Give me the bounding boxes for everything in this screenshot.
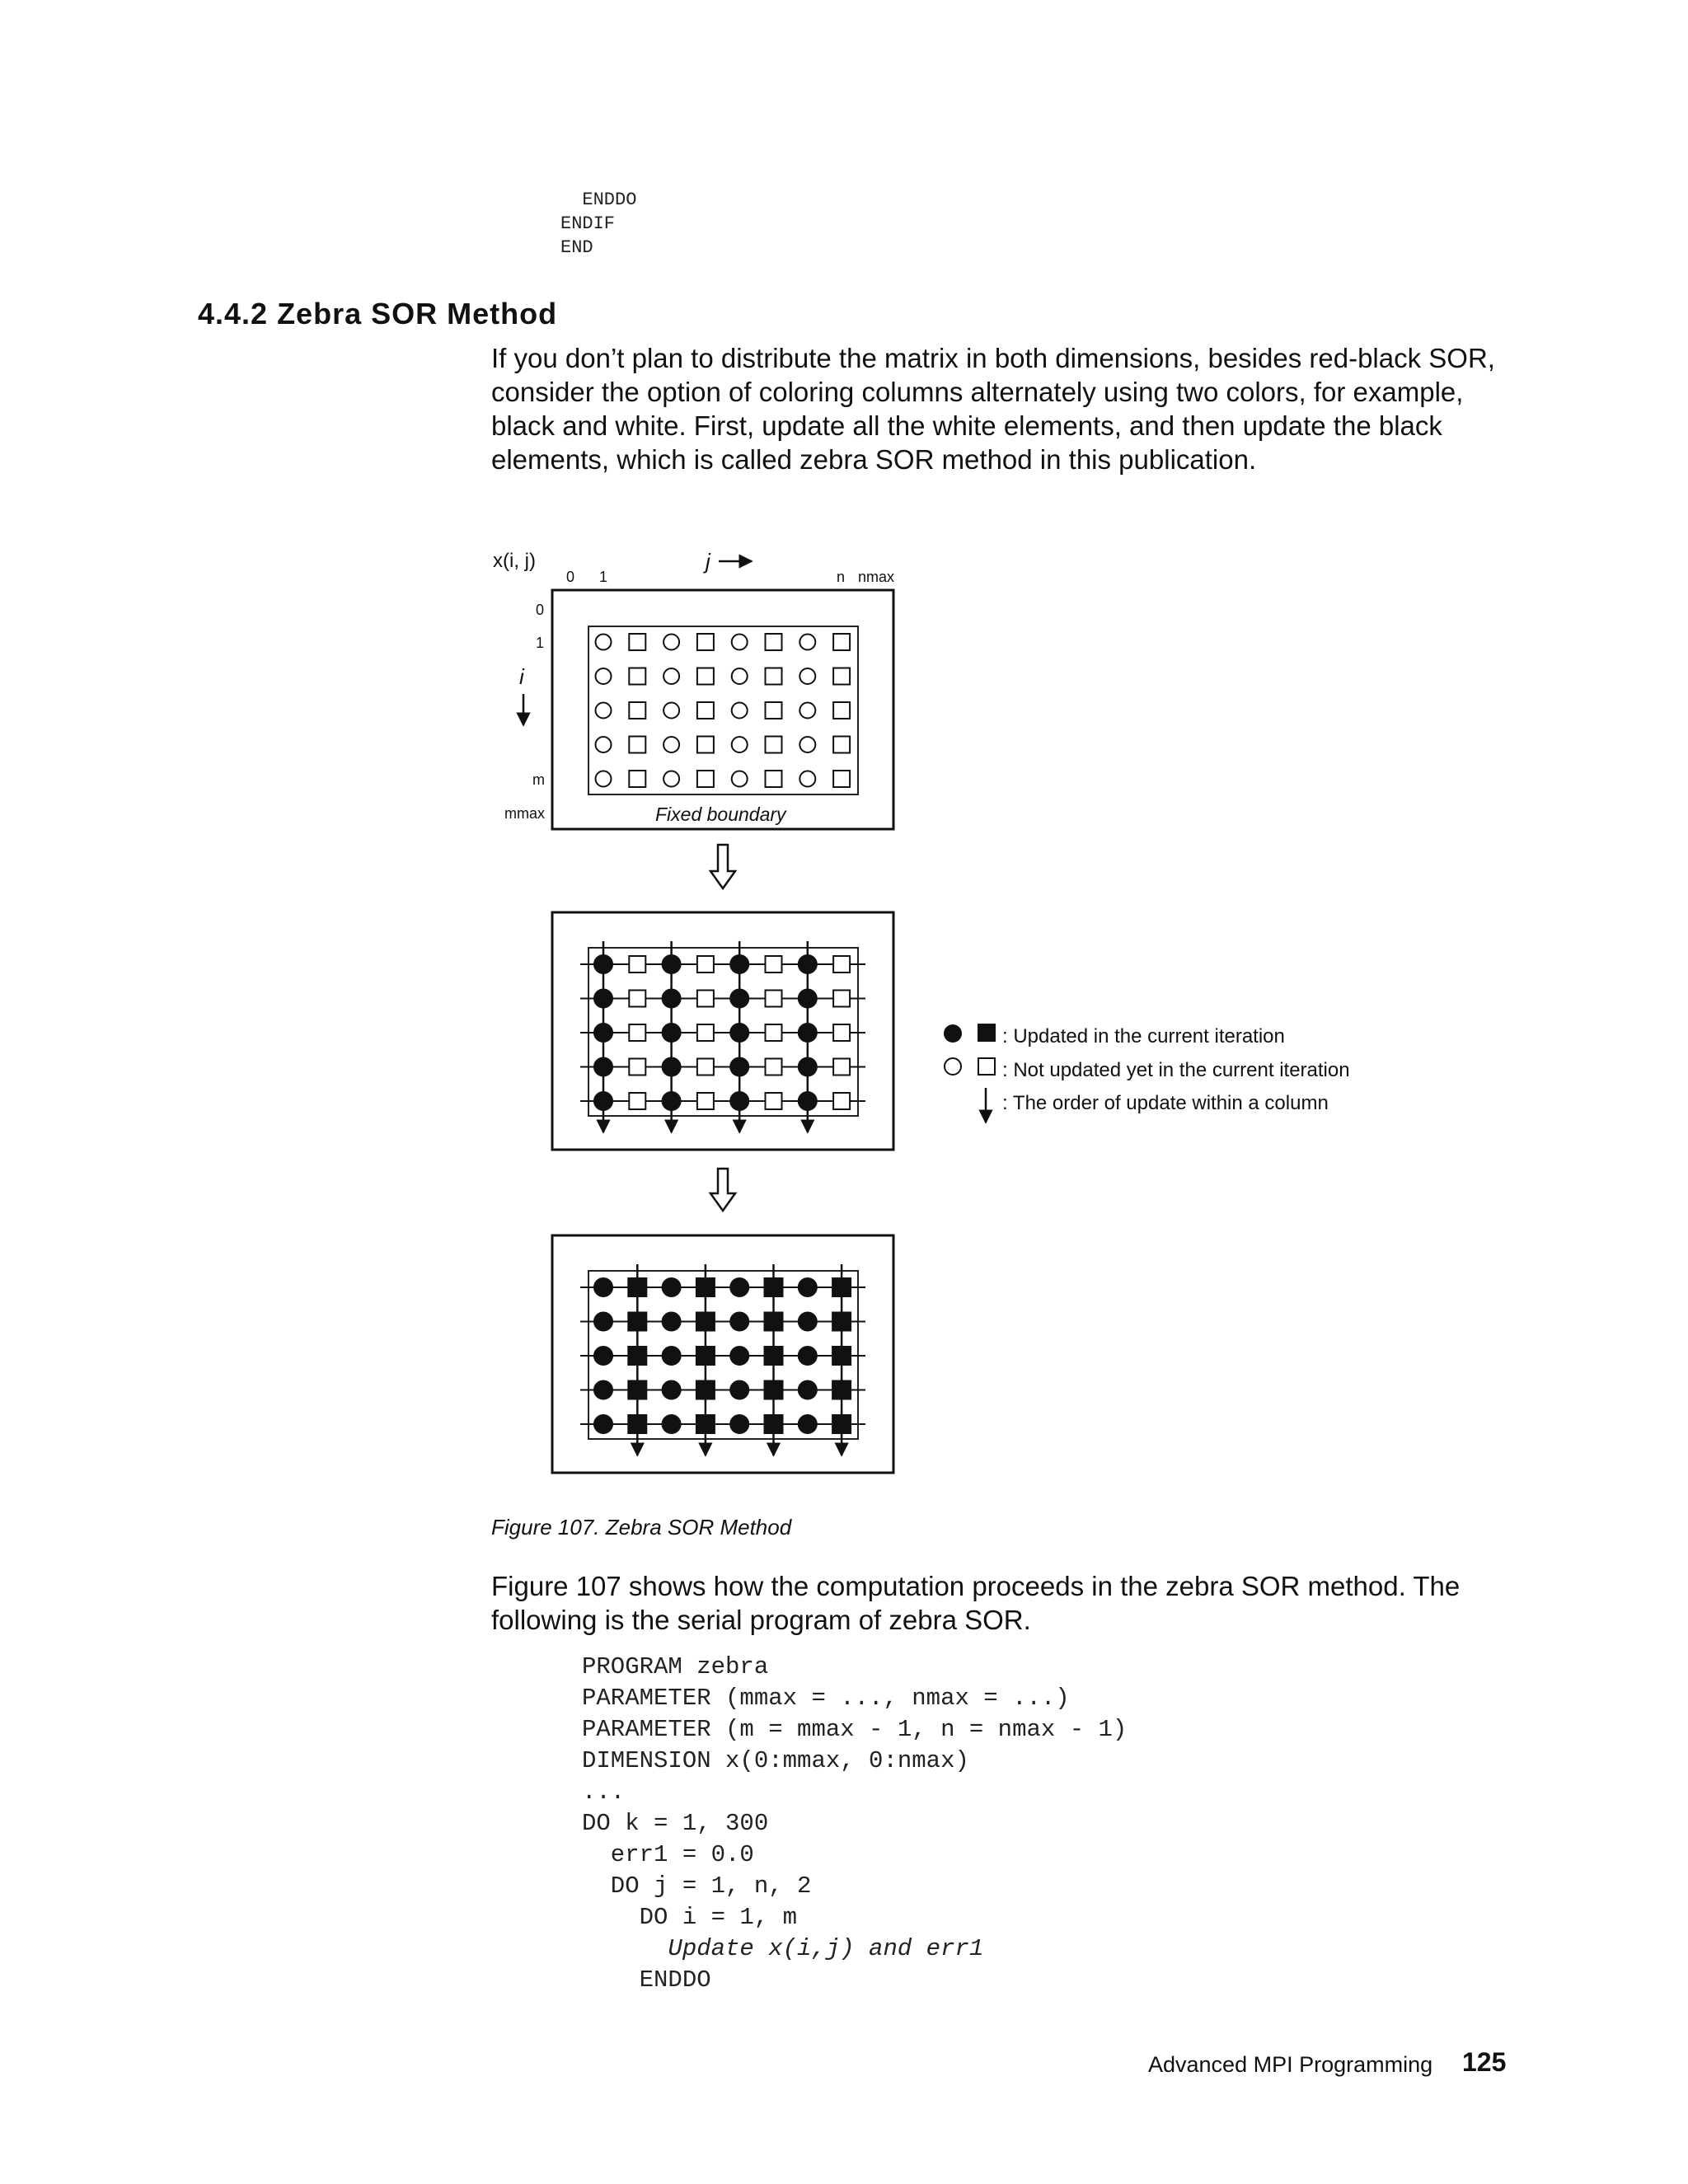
updated-square-node (696, 1278, 715, 1296)
updated-circle-node (663, 955, 681, 973)
code-line-italic: Update x(i,j) and err1 (582, 1935, 984, 1962)
pending-square-node (766, 956, 782, 972)
pending-square-node (833, 1024, 850, 1041)
updated-circle-node (799, 1347, 817, 1365)
updated-square-node (765, 1381, 783, 1399)
pending-circle-node (596, 703, 612, 719)
col-label: n (837, 569, 846, 585)
legend-text: : The order of update within a column (1002, 1092, 1329, 1114)
code-line: PARAMETER (m = mmax - 1, n = nmax - 1) (582, 1716, 1128, 1743)
pending-square-node (766, 771, 782, 787)
pending-square-node (833, 991, 850, 1007)
pending-square-node (697, 1093, 714, 1109)
updated-circle-node (663, 1092, 681, 1110)
pending-square-node (697, 771, 714, 787)
pending-square-node (697, 1059, 714, 1076)
updated-circle-node (730, 1058, 748, 1076)
pending-circle-node (799, 737, 815, 752)
pending-circle-node (663, 668, 679, 684)
pending-circle-node (799, 703, 815, 719)
pending-square-node (629, 702, 645, 719)
updated-square-node (832, 1313, 851, 1331)
row-label: 1 (536, 635, 545, 651)
code-line: ... (582, 1779, 626, 1806)
open-circle-icon (945, 1058, 961, 1075)
pending-circle-node (799, 668, 815, 684)
updated-circle-node (594, 990, 612, 1008)
row-label: m (532, 771, 545, 788)
updated-square-node (628, 1278, 646, 1296)
pending-circle-node (663, 737, 679, 752)
pending-square-node (833, 956, 850, 972)
pending-square-node (766, 702, 782, 719)
updated-circle-node (799, 1278, 817, 1296)
code-line: DO k = 1, 300 (582, 1810, 769, 1837)
pending-square-node (833, 668, 850, 685)
updated-circle-node (663, 990, 681, 1008)
pending-square-node (629, 1024, 645, 1041)
filled-circle-icon (944, 1024, 962, 1043)
updated-circle-node (594, 1278, 612, 1296)
code-line: ENDDO (560, 190, 637, 210)
updated-circle-node (663, 1058, 681, 1076)
updated-square-node (696, 1381, 715, 1399)
pending-square-node (629, 737, 645, 753)
updated-circle-node (730, 1278, 748, 1296)
pending-square-node (697, 702, 714, 719)
pending-square-node (697, 634, 714, 650)
updated-square-node (696, 1415, 715, 1433)
updated-circle-node (594, 955, 612, 973)
pending-square-node (833, 737, 850, 753)
updated-circle-node (730, 1381, 748, 1399)
pending-circle-node (732, 703, 748, 719)
body-paragraph: Figure 107 shows how the computation proceeds in the zebra SOR method. The following is the serial program of zebra SOR. (491, 1571, 1461, 1635)
updated-circle-node (730, 1024, 748, 1042)
pending-circle-node (732, 737, 748, 752)
updated-circle-node (799, 1381, 817, 1399)
updated-circle-node (663, 1278, 681, 1296)
updated-circle-node (730, 1347, 748, 1365)
pending-square-node (697, 668, 714, 685)
pending-square-node (629, 956, 645, 972)
updated-circle-node (730, 990, 748, 1008)
updated-square-node (765, 1313, 783, 1331)
updated-square-node (765, 1347, 783, 1365)
pending-circle-node (596, 668, 612, 684)
updated-circle-node (663, 1415, 681, 1433)
pending-circle-node (663, 771, 679, 787)
updated-circle-node (799, 1313, 817, 1331)
pending-circle-node (732, 635, 748, 650)
i-axis-label: i (519, 664, 524, 689)
updated-square-node (628, 1415, 646, 1433)
updated-circle-node (594, 1058, 612, 1076)
row-label: mmax (504, 805, 545, 822)
pending-square-node (629, 668, 645, 685)
updated-circle-node (799, 1092, 817, 1110)
pending-square-node (629, 991, 645, 1007)
pending-circle-node (732, 771, 748, 787)
pending-square-node (766, 634, 782, 650)
down-arrow-icon (710, 1169, 735, 1211)
code-line: ENDIF (560, 213, 616, 234)
col-label: 0 (566, 569, 575, 585)
pending-square-node (697, 956, 714, 972)
intro-paragraph: If you don’t plan to distribute the matrix in both dimensions, besides red-black SOR, consider the option of coloring columns alternately using two colors, for example, black and white. First, update all the white elements, and then update the black elements, which is called zebra SOR method in this publication. (491, 343, 1495, 475)
figure-caption: Figure 107. Zebra SOR Method (491, 1515, 792, 1540)
updated-circle-node (594, 1415, 612, 1433)
legend-text: : Not updated yet in the current iteration (1002, 1059, 1350, 1081)
pending-square-node (833, 1093, 850, 1109)
updated-circle-node (799, 990, 817, 1008)
updated-square-node (628, 1347, 646, 1365)
col-label: nmax (858, 569, 895, 585)
code-line: ENDDO (582, 1966, 711, 1994)
section-heading: 4.4.2 Zebra SOR Method (198, 297, 558, 330)
filled-square-icon (978, 1024, 996, 1042)
code-line: DO i = 1, m (582, 1904, 798, 1931)
pending-square-node (766, 737, 782, 753)
updated-circle-node (663, 1347, 681, 1365)
pending-circle-node (596, 771, 612, 787)
pending-circle-node (663, 703, 679, 719)
pending-square-node (697, 737, 714, 753)
code-line: END (560, 237, 593, 258)
row-label: 0 (536, 602, 545, 618)
updated-circle-node (730, 1415, 748, 1433)
updated-circle-node (594, 1092, 612, 1110)
pending-circle-node (799, 771, 815, 787)
pending-square-node (833, 771, 850, 787)
down-arrow-icon (710, 845, 735, 888)
pending-square-node (629, 1059, 645, 1076)
pending-circle-node (799, 635, 815, 650)
updated-circle-node (730, 955, 748, 973)
updated-circle-node (799, 955, 817, 973)
updated-square-node (765, 1415, 783, 1433)
pending-square-node (766, 1093, 782, 1109)
pending-circle-node (596, 635, 612, 650)
fixed-boundary-label: Fixed boundary (655, 804, 786, 825)
open-square-icon (978, 1058, 995, 1075)
pending-square-node (629, 1093, 645, 1109)
code-line: DIMENSION x(0:mmax, 0:nmax) (582, 1747, 969, 1774)
updated-square-node (628, 1313, 646, 1331)
updated-circle-node (663, 1313, 681, 1331)
pending-square-node (629, 634, 645, 650)
code-line: PROGRAM zebra (582, 1653, 769, 1680)
pending-circle-node (596, 737, 612, 752)
pending-square-node (697, 991, 714, 1007)
col-label: 1 (599, 569, 608, 585)
updated-square-node (765, 1278, 783, 1296)
pending-square-node (766, 1059, 782, 1076)
axis-label: x(i, j) (493, 550, 536, 572)
updated-circle-node (594, 1381, 612, 1399)
updated-circle-node (663, 1024, 681, 1042)
code-line: PARAMETER (mmax = ..., nmax = ...) (582, 1685, 1070, 1712)
updated-square-node (696, 1347, 715, 1365)
updated-circle-node (799, 1415, 817, 1433)
updated-square-node (832, 1347, 851, 1365)
pending-square-node (629, 771, 645, 787)
legend-text: : Updated in the current iteration (1002, 1025, 1285, 1047)
updated-square-node (832, 1381, 851, 1399)
updated-circle-node (799, 1058, 817, 1076)
code-listing (582, 1652, 1127, 1996)
updated-circle-node (594, 1313, 612, 1331)
pending-square-node (766, 991, 782, 1007)
updated-circle-node (594, 1024, 612, 1042)
updated-circle-node (730, 1313, 748, 1331)
j-axis-label: j (706, 549, 710, 574)
updated-circle-node (730, 1092, 748, 1110)
pending-circle-node (732, 668, 748, 684)
pending-circle-node (663, 635, 679, 650)
code-line: DO j = 1, n, 2 (582, 1872, 812, 1900)
updated-circle-node (799, 1024, 817, 1042)
updated-square-node (628, 1381, 646, 1399)
updated-circle-node (594, 1347, 612, 1365)
updated-square-node (832, 1278, 851, 1296)
code-line: err1 = 0.0 (582, 1841, 754, 1868)
updated-square-node (696, 1313, 715, 1331)
page-number: 125 (1462, 2047, 1507, 2077)
pending-square-node (833, 702, 850, 719)
pending-square-node (766, 668, 782, 685)
pending-square-node (833, 634, 850, 650)
updated-square-node (832, 1415, 851, 1433)
pending-square-node (833, 1059, 850, 1076)
pending-square-node (766, 1024, 782, 1041)
pending-square-node (697, 1024, 714, 1041)
footer-title: Advanced MPI Programming (1148, 2052, 1433, 2077)
updated-circle-node (663, 1381, 681, 1399)
